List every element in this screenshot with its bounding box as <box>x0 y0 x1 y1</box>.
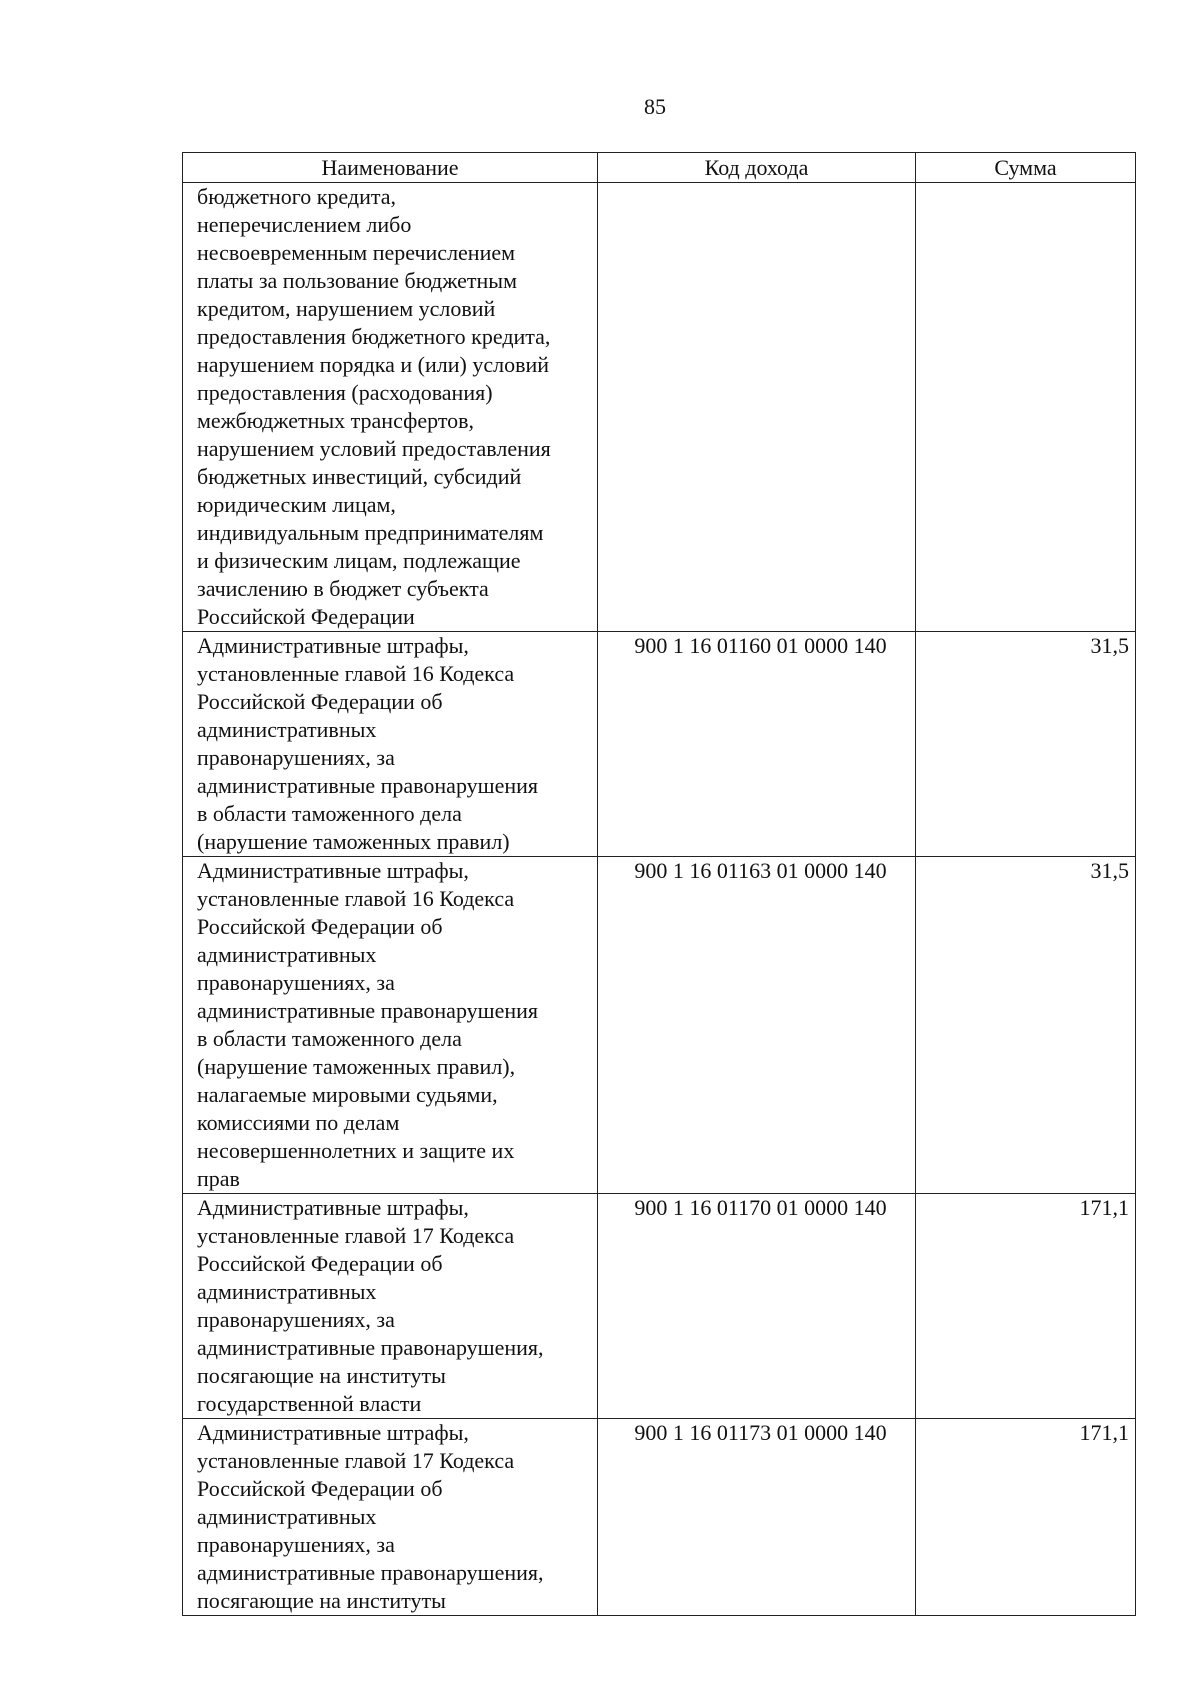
row-code: 900 1 16 01160 01 0000 140 <box>598 632 916 857</box>
row-name: Административные штрафы, установленные главой 17 Кодекса Российской Федерации об административных правонарушениях, за административные правонарушения, посягающие на институты <box>183 1419 598 1616</box>
row-sum <box>916 183 1136 632</box>
header-name: Наименование <box>183 153 598 183</box>
table-row <box>183 1419 1136 1616</box>
row-code: 900 1 16 01163 01 0000 140 <box>598 857 916 1194</box>
header-code: Код дохода <box>598 153 916 183</box>
table-row <box>183 183 1136 632</box>
row-code: 900 1 16 01173 01 0000 140 <box>598 1419 916 1616</box>
page-number: 85 <box>644 94 666 119</box>
header-sum: Сумма <box>916 153 1136 183</box>
row-sum: 171,1 <box>916 1194 1136 1419</box>
row-name: Административные штрафы, установленные главой 17 Кодекса Российской Федерации об административных правонарушениях, за административные правонарушения, посягающие на институты государственной власти <box>183 1194 598 1419</box>
row-sum: 31,5 <box>916 857 1136 1194</box>
row-sum: 171,1 <box>916 1419 1136 1616</box>
table-header-row <box>183 153 1136 183</box>
row-sum: 31,5 <box>916 632 1136 857</box>
table-row <box>183 857 1136 1194</box>
table-row <box>183 1194 1136 1419</box>
table-row <box>183 632 1136 857</box>
row-code <box>598 183 916 632</box>
row-name: бюджетного кредита, неперечислением либо несвоевременным перечислением платы за пользование бюджетным кредитом, нарушением условий предоставления бюджетного кредита, нарушением порядка и (или) условий предоставления (расходования) межбюджетных трансфертов, нарушением условий предоставления бюджетных инвестиций, субсидий юридическим лицам, индивидуальным предпринимателям и физическим лицам, подлежащие зачислению в бюджет субъекта Российской Федерации <box>183 183 598 632</box>
row-name: Административные штрафы, установленные главой 16 Кодекса Российской Федерации об административных правонарушениях, за административные правонарушения в области таможенного дела (нарушение таможенных правил) <box>183 632 598 857</box>
row-name: Административные штрафы, установленные главой 16 Кодекса Российской Федерации об административных правонарушениях, за административные правонарушения в области таможенного дела (нарушение таможенных правил), налагаемые мировыми судьями, комиссиями по делам несовершеннолетних и защите их прав <box>183 857 598 1194</box>
row-code: 900 1 16 01170 01 0000 140 <box>598 1194 916 1419</box>
revenue-table <box>182 152 1136 1616</box>
